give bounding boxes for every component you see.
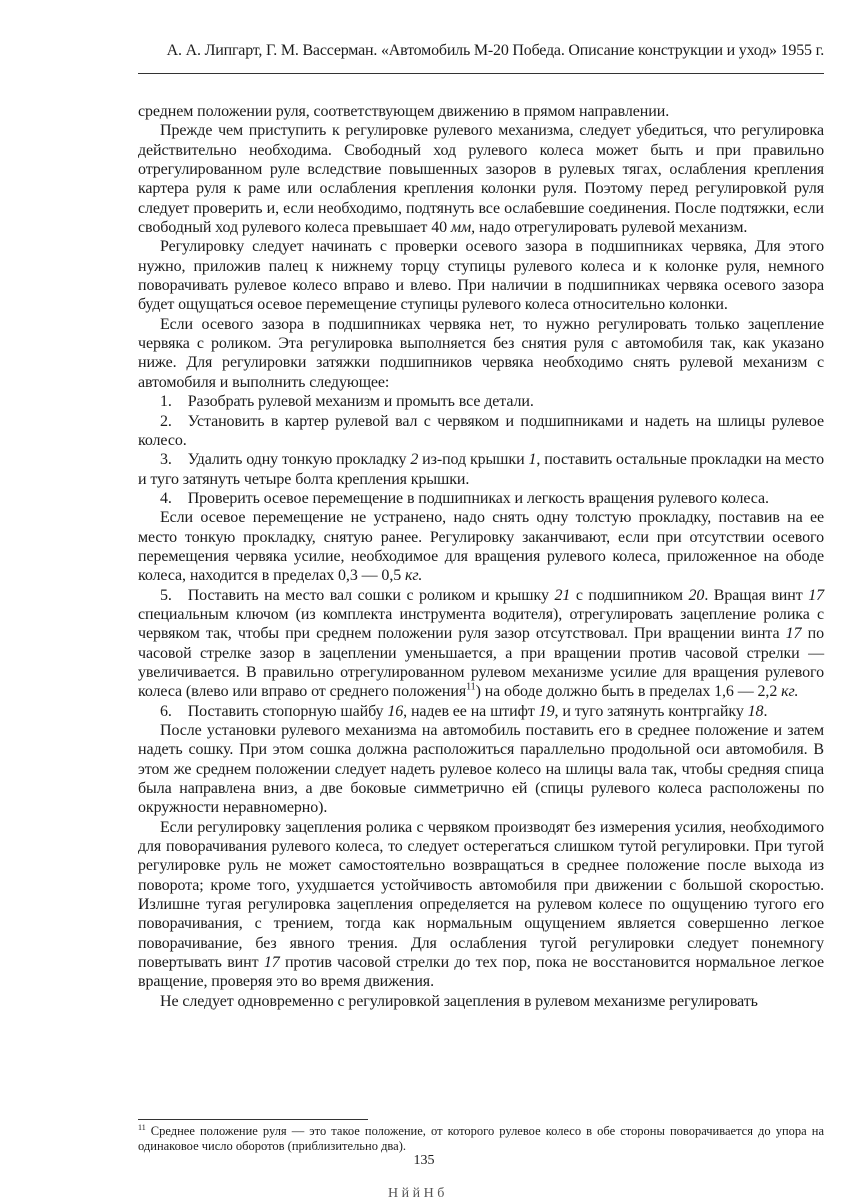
footnote-rule [138,1119,368,1120]
italic-run: кг. [781,683,799,701]
paragraph [138,586,824,702]
paragraph [138,702,824,721]
italic-run: 20 [688,586,705,604]
text-run: , и туго затянуть контргайку [554,702,748,720]
footnote-ref: 11 [466,681,476,693]
paragraph [138,392,824,411]
italic-run: 21 [554,586,571,604]
italic-run: 18 [747,702,764,720]
paragraph [138,721,824,818]
italic-run: 17 [785,625,802,643]
text-run: 6. Поставить стопорную шайбу [160,702,388,720]
text-run: . Вращая винт [704,586,809,604]
text-run: 3. Удалить одну тонкую прокладку [160,451,411,469]
paragraph [138,992,824,1011]
text-run: , надев ее на штифт [403,702,539,720]
footnote-text: Среднее положение руля — это такое положение, от которого рулевое колесо в обе стороны поворачивается до упора на одинаковое число оборотов (приблизительно два). [138,1124,824,1153]
text-run: Регулировку следует начинать с проверки осевого зазора в подшипниках червяка, Для этого нужно, приложив палец к нижнему торцу ступицы рулевого колеса и к колонке руля, немного поворачивать рулевое колесо вправо и влево. При наличии в подшипниках червяка осевого зазора будет ощущаться осевое перемещение ступицы рулевого колеса относительно колонки. [138,238,824,314]
text-run: 1. Разобрать рулевой механизм и промыть все детали. [160,393,534,411]
paragraph [138,315,824,392]
text-run: по часовой стрелке зазор в зацеплении уменьшается, а при вращении против часовой стрелки — увеличивается. В правильно отрегулированном рулевом механизме усилие для вращения рулевого колеса (влево или вправо от среднего положения [138,625,824,701]
text-run: После установки рулевого механизма на автомобиль поставить его в среднее положение и затем надеть сошку. При этом сошка должна расположиться параллельно продольной оси автомобиля. В этом же среднем положении следует надеть рулевое колесо на шлицы вала так, чтобы средняя спица была направлена вниз, а две боковые симметрично ей (спицы рулевого колеса расположены по окружности неравномерно). [138,722,824,817]
text-run: против часовой стрелки до тех пор, пока не восстановится нормальное легкое вращение, проверяя это во время движения. [138,954,824,991]
italic-run: 17 [808,586,825,604]
text-run: Прежде чем приступить к регулировке рулевого механизма, следует убедиться, что регулировка действительно необходима. Свободный ход рулевого колеса может быть и при правильно отрегулированном руле вследствие повышенных зазоров в рулевых тягах, ослабления крепления картера руля к раме или ослабления крепления колонки руля. Поэтому перед регулировкой руля следует проверить и, если необходимо, подтянуть все ослабевшие соединения. После подтяжки, если свободный ход рулевого колеса превышает 40 [138,122,824,237]
paragraph [138,489,824,508]
paragraph [138,121,824,237]
italic-run: 16 [387,702,404,720]
text-run: с подшипником [570,586,689,604]
paragraph [138,412,824,451]
text-run: надо отрегулировать рулевой механизм. [475,219,748,237]
text-run: 2. Установить в картер рулевой вал с червяком и подшипниками и надеть на шлицы рулевое колесо. [138,412,824,449]
text-run: Если осевое перемещение не устранено, надо снять одну толстую прокладку, поставив на ее место тонкую прокладку, снятую ранее. Регулировку заканчивают, если при отсутствии осевого перемещения червяка усилие, необходимое для вращения рулевого колеса, приложенное на ободе колеса, находится в пределах 0,3 — 0,5 [138,509,824,585]
footnote-mark: 11 [138,1122,146,1132]
paragraph [138,818,824,992]
text-run: среднем положении руля, соответствующем движению в прямом направлении. [138,103,670,120]
page-number: 135 [413,1153,435,1168]
paragraph [138,237,824,314]
text-run: Если осевого зазора в подшипниках червяка нет, то нужно регулировать только зацепление червяка с роликом. Эта регулировка выполняется без снятия руля с автомобиля так, как указано ниже. Для регулировки затяжки подшипников червяка необходимо снять рулевой механизм с автомобиля и выполнить следующее: [138,315,824,391]
text-run: . [763,702,768,720]
paragraph [138,450,824,489]
text-run: 4. Проверить осевое перемещение в подшипниках и легкость вращения рулевого колеса. [160,489,769,507]
running-header: А. А. Липгарт, Г. М. Вассерман. «Автомобиль М-20 Победа. Описание конструкции и уход» 1955 г. [166,42,824,59]
footnote [138,1124,824,1154]
text-run: Если регулировку зацепления ролика с червяком производят без измерения усилия, необходимого для поворачивания рулевого колеса, то следует остерегаться слишком тутой регулировки. При тугой регулировке руль не может самостоятельно возвращаться в среднее положение после выхода из поворота; кроме того, ухудшается устойчивость автомобиля при движении с большой скоростью. Излишне тугая регулировка зацепления определяется на рулевом колесе по ощущению тугого его поворачивания, с трением, тогда как нормальным ощущением является совершенно легкое поворачивание, без явного трения. Для ослабления тугой регулировки следует понемногу повертывать винт [138,818,824,972]
body-text [138,102,824,1011]
text-run: , поставить остальные прокладки на место и туго затянуть четыре болта крепления крышки. [138,451,824,488]
paragraph [138,508,824,585]
italic-run: 2 [410,451,419,469]
text-run: ) на ободе должно быть в пределах 1,6 — 2,2 [475,683,782,701]
paragraph [138,102,824,121]
text-run: 5. Поставить на место вал сошки с роликом и крышку [160,586,555,604]
italic-run: 19 [538,702,555,720]
header-rule [138,73,824,74]
text-run: Не следует одновременно с регулировкой зацепления в рулевом механизме регулировать [160,992,758,1010]
italic-run: кг. [405,567,423,585]
text-run: специальным ключом (из комплекта инструмента водителя), отрегулировать зацепление ролика с червяком так, чтобы при среднем положении руля зазор отсутствовал. При вращении винта [138,605,824,643]
cut-off-footer-text: Н й й Н б [388,1186,445,1201]
italic-run: 1 [528,451,537,469]
italic-run: мм, [450,219,476,237]
italic-run: 17 [263,954,280,972]
text-run: из-под крышки [418,451,529,469]
